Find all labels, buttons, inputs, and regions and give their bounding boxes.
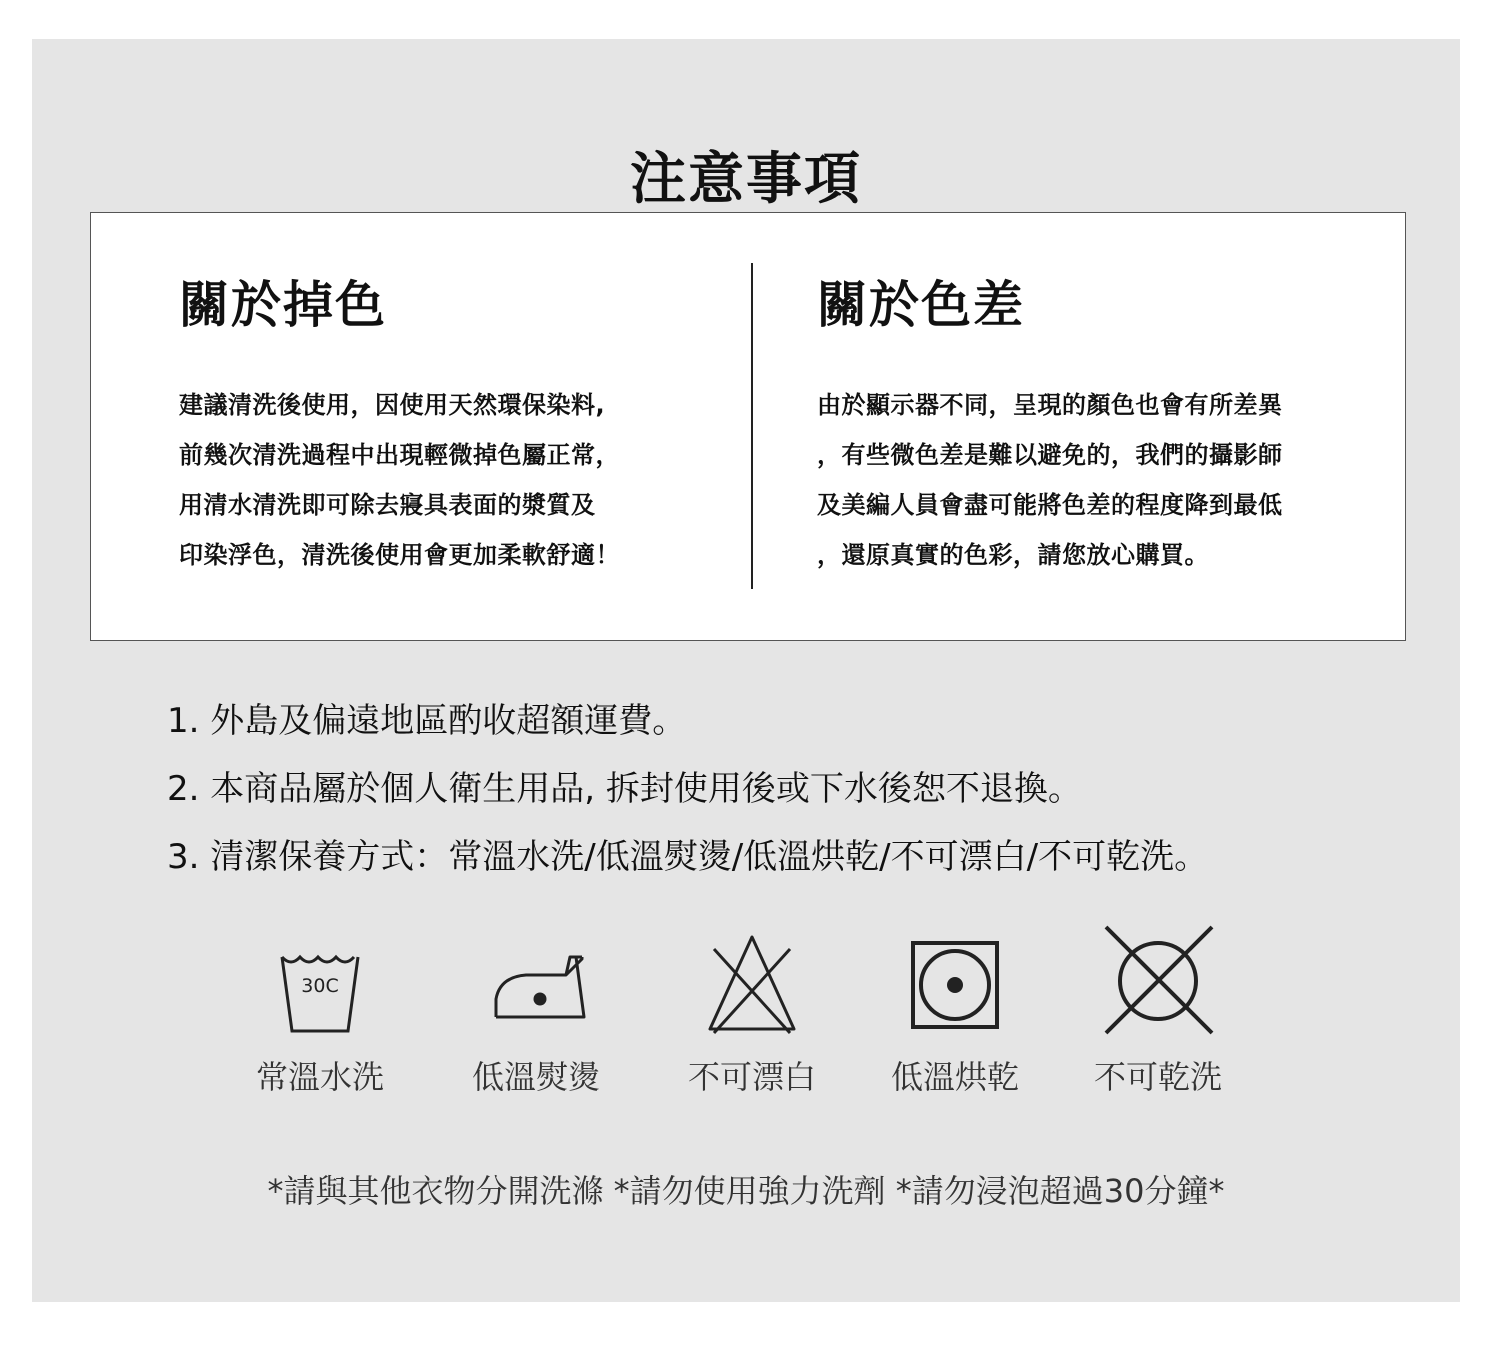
color-difference-heading: 關於色差 [817,276,1025,334]
color-difference-line: 及美編人員會盡可能將色差的程度降到最低 [817,491,1283,519]
color-difference-section [817,273,1377,580]
note-item: 2. 本商品屬於個人衛生用品, 拆封使用後或下水後恕不退換。 [167,769,1082,809]
care-dry [875,919,1035,1096]
fading-line: 印染浮色，清洗後使用會更加柔軟舒適！ [179,541,620,569]
page-title: 注意事項 [630,147,862,212]
info-box [90,212,1406,641]
washing-warning: *請與其他衣物分開洗滌 *請勿使用強力洗劑 *請勿浸泡超過30分鐘* [267,1172,1225,1210]
fading-heading: 關於掉色 [179,276,387,334]
note-item: 1. 外島及偏遠地區酌收超額運費。 [167,701,687,741]
tumble-dry-low-icon [895,919,1015,1039]
wash-tub-icon [260,919,380,1039]
note-item: 3. 清潔保養方式：常溫水洗/低溫熨燙/低溫烘乾/不可漂白/不可乾洗。 [167,837,1209,877]
color-difference-line: ，還原真實的色彩，請您放心購買。 [817,541,1209,569]
fading-section [179,273,739,580]
notes-list [167,687,1208,891]
no-bleach-icon [692,919,812,1039]
fading-line: 用清水清洗即可除去寢具表面的漿質及 [179,491,596,519]
color-difference-line: 由於顯示器不同，呈現的顏色也會有所差異 [817,391,1283,419]
care-iron [456,919,616,1096]
iron-low-icon [476,919,596,1039]
wash-temp: 30C [301,975,339,997]
care-label: 不可漂白 [687,1058,816,1096]
color-difference-line: ，有些微色差是難以避免的，我們的攝影師 [817,441,1283,469]
fading-line: 前幾次清洗過程中出現輕微掉色屬正常， [179,441,620,469]
care-wash [240,919,400,1096]
care-symbols [32,919,1460,1149]
care-dryclean [1078,919,1238,1096]
care-notice-panel [32,39,1460,1302]
care-label: 不可乾洗 [1093,1058,1222,1096]
fading-line: 建議清洗後使用，因使用天然環保染料, [179,391,606,419]
care-label: 常溫水洗 [255,1058,384,1096]
section-divider [751,263,753,589]
no-dry-clean-icon [1098,919,1218,1039]
care-label: 低溫熨燙 [471,1058,600,1096]
care-bleach [672,919,832,1096]
care-label: 低溫烘乾 [890,1058,1019,1096]
